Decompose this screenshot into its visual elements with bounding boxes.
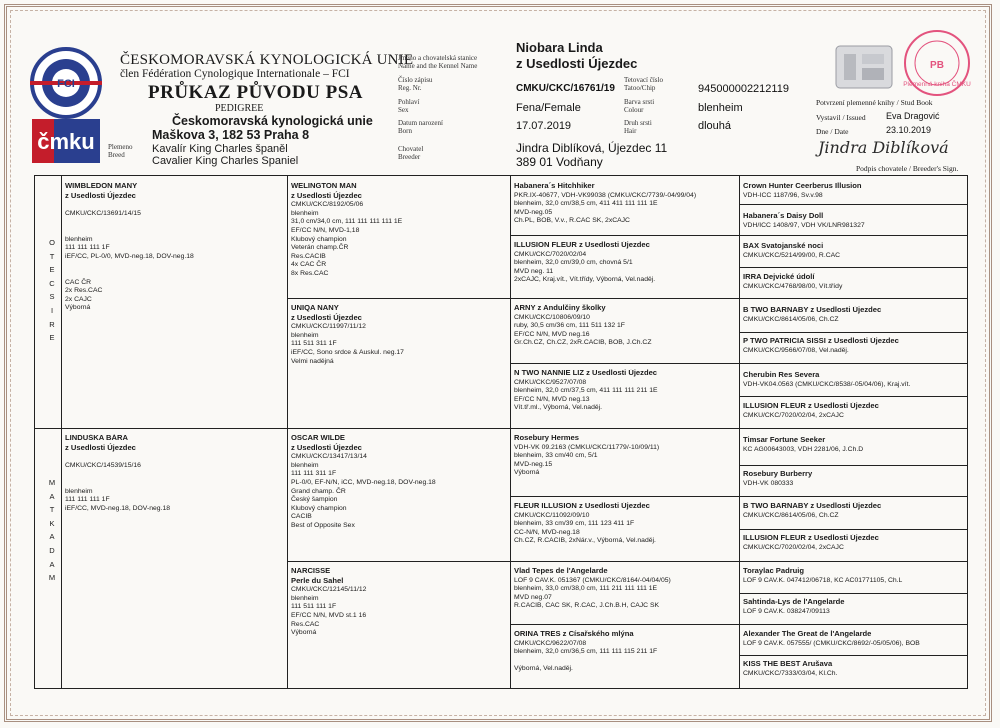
hair-value: dlouhá <box>698 120 732 132</box>
sex-label: Pohlaví Sex <box>398 98 420 114</box>
born-value: 17.07.2019 <box>516 120 572 132</box>
issued-label: Vystavil / Issued <box>816 113 866 122</box>
breeder-line2: 389 01 Vodňany <box>516 155 603 169</box>
dog-name-line1: Niobara Linda <box>516 40 603 55</box>
stamp-small-text: PB <box>930 60 944 71</box>
name-label: Jméno a chovatelská stanice Name and the Kennel Name <box>398 54 478 70</box>
issued-by: Eva Dragović <box>886 111 940 121</box>
issue-date: 23.10.2019 <box>886 125 932 135</box>
sex-value: Fena/Female <box>516 102 581 114</box>
gen4-cell: Rosebury Burberry VDH-VK 080333 <box>743 470 813 487</box>
breeder-label: Chovatel Breeder <box>398 145 424 161</box>
hair-label: Druh srsti Hair <box>624 119 652 135</box>
stamp-text: Plemenná kniha ČMKU <box>903 81 971 88</box>
tattoo-value: 945000002212119 <box>698 83 789 95</box>
gen4-cell: KISS THE BEST Arušava CMKU/CKC/7333/03/04, Kl.Ch. <box>743 660 838 677</box>
logo-text: FCI <box>57 78 75 90</box>
gen4-cell: ILLUSION FLEUR z Usedlosti Újezdec CMKU/CKC/7020/02/04, 2xCAJC <box>743 534 879 551</box>
breeder-line1: Jindra Diblíková, Újezdec 11 <box>516 141 668 155</box>
gen4-cell: Crown Hunter Ceerberus Illusion VDH-ICC 1187/96, Sv.v.98 <box>743 182 862 199</box>
gen4-cell: B TWO BARNABY z Usedlosti Újezdec CMKU/CKC/8614/05/06, Ch.CZ <box>743 306 882 323</box>
breed-en: Cavalier King Charles Spaniel <box>152 155 299 167</box>
colour-value: blenheim <box>698 102 743 114</box>
gen4-cell: Sahtinda-Lys de l'Angelarde LOF 9 CAV.K. 038247/09113 <box>743 598 845 615</box>
hologram-stamp-icon <box>834 42 894 92</box>
gen2-cell: WELINGTON MAN z Usedlosti Újezdec CMKU/CKC/8192/05/06 blenheim 31,0 cm/34,0 cm, 111 111 111 111 1E EF/CC N/N, MVD-1,18 Klubový champion Veterán champ.ČR Res.CACIB 4x CAC ČR 8x Res.CAC <box>291 182 403 277</box>
breed-label: Plemeno Breed <box>108 143 133 159</box>
gen4-cell: Toraylac Padruig LOF 9 CAV.K. 047412/06718, KC AC01771105, Ch.L <box>743 567 903 584</box>
gen4-cell: BAX Svatojanské noci CMKU/CKC/5214/99/00, R.CAC <box>743 242 841 259</box>
gen4-cell: Timsar Fortune Seeker KC AG00643003, VDH 2281/06, J.Ch.D <box>743 436 864 453</box>
gen3-cell: FLEUR ILLUSION z Usedlosti Újezdec CMKU/CKC/11092/09/10 blenheim, 33 cm/39 cm, 111 123 411 1F CC-N/N, MVD-neg.18 Ch.CZ, R.CACIB, 2xNár.v., Výborná, Vel.naděj. <box>514 502 656 545</box>
pedigree-table <box>34 175 968 689</box>
address-line2: Maškova 3, 182 53 Praha 8 <box>152 128 310 142</box>
gen3-cell: ILLUSION FLEUR z Usedlosti Újezdec CMKU/CKC/7020/02/04 blenheim, 32,0 cm/39,0 cm, chovná 5/1 MVD neg. 11 2xCAJC, Kraj.vít., Vít.třídy, Výborná, Vel.naděj. <box>514 241 656 284</box>
address-line1: Českomoravská kynologická unie <box>172 114 373 128</box>
born-label: Datum narození Born <box>398 119 443 135</box>
gen4-cell: B TWO BARNABY z Usedlosti Újezdec CMKU/CKC/8614/05/06, Ch.CZ <box>743 502 882 519</box>
gen4-cell: IRRA Dejvické údolí CMKU/CKC/4768/98/00, Vít.třídy <box>743 273 843 290</box>
gen4-cell: Cherubin Res Severa VDH-VK04.0563 (CMKU/CKC/8538/-05/04/06), Kraj.vít. <box>743 371 911 388</box>
dam-cell: LINDUŠKA BÁRA z Usedlosti Újezdec CMKU/CKC/14539/15/16 blenheim 111 111 111 1F iEF/CC, MVD-neg.18, DOV-neg.18 <box>65 434 171 512</box>
doc-title: PRŮKAZ PŮVODU PSA <box>148 82 364 103</box>
gen3-cell: Rosebury Hermes VDH-VK 09.2163 (CMKU/CKC/11779/-10/09/11) blenheim, 33 cm/40 cm, 5/1 MVD-neg.15 Výborná <box>514 434 660 477</box>
gen3-cell: Habanera´s Hitchhiker PKR.IX-40677, VDH-VK99038 (CMKU/CKC/7739/-04/99/04) blenheim, 32,0 cm/38,5 cm, 411 411 111 111 1E MVD-neg.05 Ch.PL, BOB, V.v., R.CAC SK, 2xCAJC <box>514 182 697 225</box>
tattoo-label: Tetovací číslo Tatoo/Chip <box>624 76 663 92</box>
org-name: ČESKOMORAVSKÁ KYNOLOGICKÁ UNIE <box>120 52 414 68</box>
sire-cell: WIMBLEDON MANY z Usedlosti Újezdec CMKU/CKC/13691/14/15 blenheim 111 111 111 1F iEF/CC, PL-0/0, MVD-neg.18, DOV-neg.18 CAC ČR 2x Res.CAC 2x CAJC Výborná <box>65 182 194 312</box>
dog-name-line2: z Usedlosti Újezdec <box>516 56 638 71</box>
gen3-cell: ORINA TRES z Císařského mlýna CMKU/CKC/9622/07/08 blenheim, 32,0 cm/36,5 cm, 111 111 115 211 1F Výborná, Vel.naděj. <box>514 630 658 673</box>
sire-side-label: O T E C S I R E <box>49 238 55 343</box>
gen4-cell: P TWO PATRICIA SISSI z Usedlosti Újezdec CMKU/CKC/9566/07/08, Vel.naděj. <box>743 337 899 354</box>
gen4-cell: ILLUSION FLEUR z Usedlosti Újezdec CMKU/CKC/7020/02/04, 2xCAJC <box>743 402 879 419</box>
gen3-cell: N TWO NANNIE LIZ z Usedlosti Újezdec CMKU/CKC/9527/07/08 blenheim, 32,0 cm/37,5 cm, 411 111 111 211 1E EF/CC N/N, MVD neg.13 Vít.tř.ml., Výborná, Vel.naděj. <box>514 369 658 412</box>
dam-side-label: M A T K A D A M <box>48 478 56 583</box>
reg-label: Číslo zápisu Reg. Nr. <box>398 76 433 92</box>
gen4-cell: Habanera´s Daisy Doll VDH/ICC 1408/97, VDH VK/LNR981327 <box>743 212 865 229</box>
date-label: Dne / Date <box>816 127 849 136</box>
reg-number: CMKU/CKC/16761/19 <box>516 83 615 94</box>
fci-logo-icon <box>26 45 106 165</box>
gen3-cell: ARNY z Andulčiny školky CMKU/CKC/10806/09/10 ruby, 30,5 cm/36 cm, 111 511 132 1F EF/CC N/N, MVD neg.16 Gr.Ch.CZ, Ch.CZ, 2xR.CACIB, BOB, J.Ch.CZ <box>514 304 652 347</box>
gen4-cell: Alexander The Great de l'Angelarde LOF 9 CAV.K. 057555/ (CMKU/CKC/8692/-05/05/06), BOB <box>743 630 920 647</box>
colour-label: Barva srsti Colour <box>624 98 655 114</box>
stud-book-label: Potvrzení plemenné knihy / Stud Book <box>816 98 933 107</box>
breeder-signature: Jindra Diblíková <box>818 138 949 157</box>
gen2-cell: NARCISSE Perle du Sahel CMKU/CKC/12145/11/12 blenheim 111 511 111 1F EF/CC N/N, MVD st.1 16 Res.CAC Výborná <box>291 567 367 637</box>
gen3-cell: Vlad Tepes de l'Angelarde LOF 9 CAV.K. 051367 (CMKU/CKC/8164/-04/04/05) blenheim, 33,0 cm/38,0 cm, 111 211 111 111 1E MVD neg.07 R.CACIB, CAC SK, R.CAC, J.Ch.B.H, CAJC SK <box>514 567 671 610</box>
org-member: člen Fédération Cynologique Internationale – FCI <box>120 68 350 80</box>
gen2-cell: OSCAR WILDE z Usedlosti Újezdec CMKU/CKC/13417/13/14 blenheim 111 111 311 1F PL-0/0, EF-N/N, iCC, MVD-neg.18, DOV-neg.18 Grand champ. ČR Český šampion Klubový champion CACIB Best of Opposite Sex <box>291 434 436 529</box>
svg-text:čmku: čmku <box>37 129 95 154</box>
stud-book-stamp-icon <box>902 28 972 98</box>
gen2-cell: UNIQA NANY z Usedlosti Újezdec CMKU/CKC/11997/11/12 blenheim 111 511 311 1F iEF/CC, Sono srdce & Auskul. neg.17 Velmi nadějná <box>291 304 404 365</box>
breed-cz: Kavalír King Charles španěl <box>152 143 288 155</box>
signature-label: Podpis chovatele / Breeder's Sign. <box>856 164 959 173</box>
doc-subtitle: PEDIGREE <box>215 103 264 114</box>
